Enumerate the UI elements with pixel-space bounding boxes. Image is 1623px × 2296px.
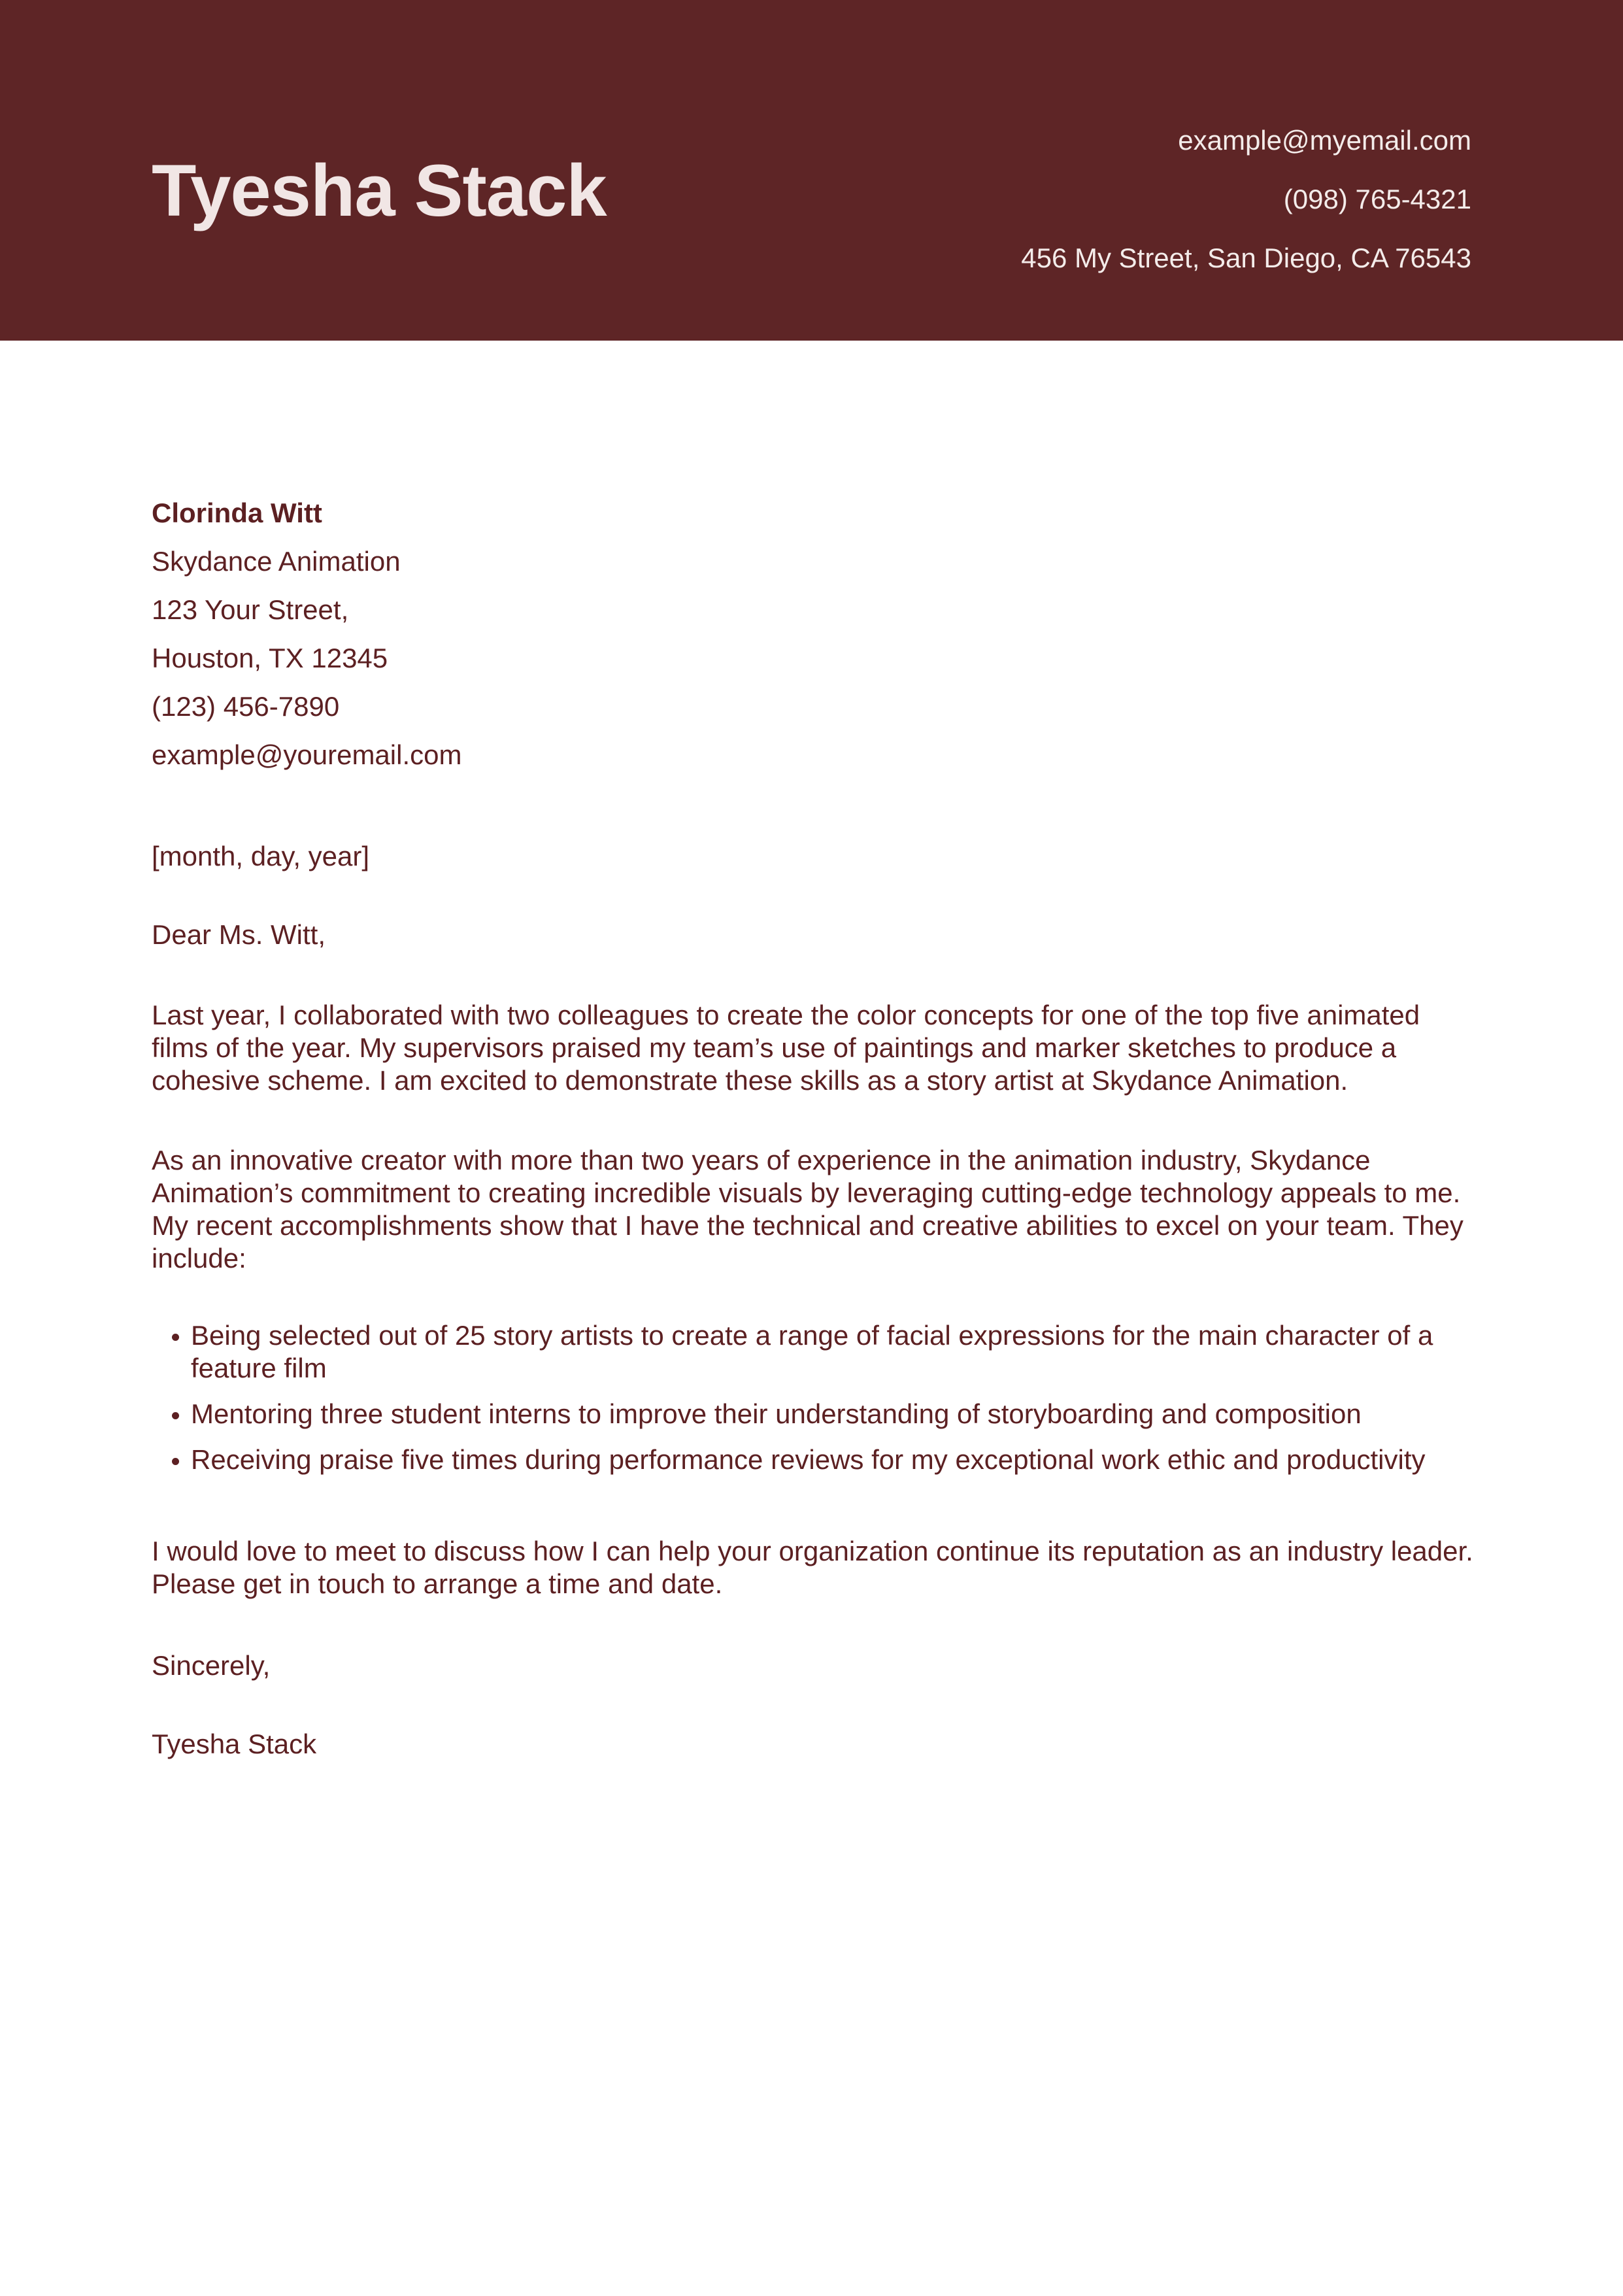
- recipient-phone: (123) 456-7890: [152, 691, 340, 722]
- paragraph-3: I would love to meet to discuss how I can help your organization continue its reputation as an industry leader. Please get in touch to arrange a time and date.: [152, 1536, 1473, 1599]
- recipient-company: Skydance Animation: [152, 546, 401, 577]
- recipient-email: example@youremail.com: [152, 739, 462, 770]
- letterhead: [0, 0, 1623, 341]
- list-item: • Being selected out of 25 story artists to create a range of facial expressions for the main character of a feature film: [191, 1319, 1524, 1385]
- signature: Tyesha Stack: [152, 1729, 317, 1759]
- letter-date: [month, day, year]: [152, 841, 370, 871]
- sender-phone: (098) 765-4321: [1283, 184, 1471, 214]
- sender-address: 456 My Street, San Diego, CA 76543: [1021, 243, 1471, 273]
- list-item: • Receiving praise five times during performance reviews for my exceptional work ethic and productivity: [191, 1443, 1524, 1476]
- list-item: • Mentoring three student interns to improve their understanding of storyboarding and composition: [191, 1398, 1524, 1430]
- paragraph-1: Last year, I collaborated with two colleagues to create the color concepts for one of the top five animated films of the year. My supervisors praised my team’s use of paintings and marker sketches to produce a cohesive scheme. I am excited to demonstrate these skills as a story artist at Skydance Animation.: [152, 1000, 1420, 1096]
- salutation: Dear Ms. Witt,: [152, 919, 326, 950]
- sender-name: Tyesha Stack: [152, 150, 607, 231]
- recipient-city: Houston, TX 12345: [152, 643, 388, 673]
- sender-contact: [1021, 111, 1471, 288]
- recipient-block: [152, 489, 461, 779]
- accomplishments-list: [152, 1319, 1524, 1489]
- recipient-name: Clorinda Witt: [152, 498, 322, 528]
- closing: Sincerely,: [152, 1650, 271, 1681]
- recipient-street: 123 Your Street,: [152, 594, 349, 625]
- sender-email: example@myemail.com: [1178, 125, 1471, 156]
- paragraph-2: As an innovative creator with more than two years of experience in the animation industry, Skydance Animation’s commitment to creating incredible visuals by leveraging cutting-edge technology appeals to me. My recent accomplishments show that I have the technical and creative abilities to excel on your team. They include:: [152, 1145, 1464, 1274]
